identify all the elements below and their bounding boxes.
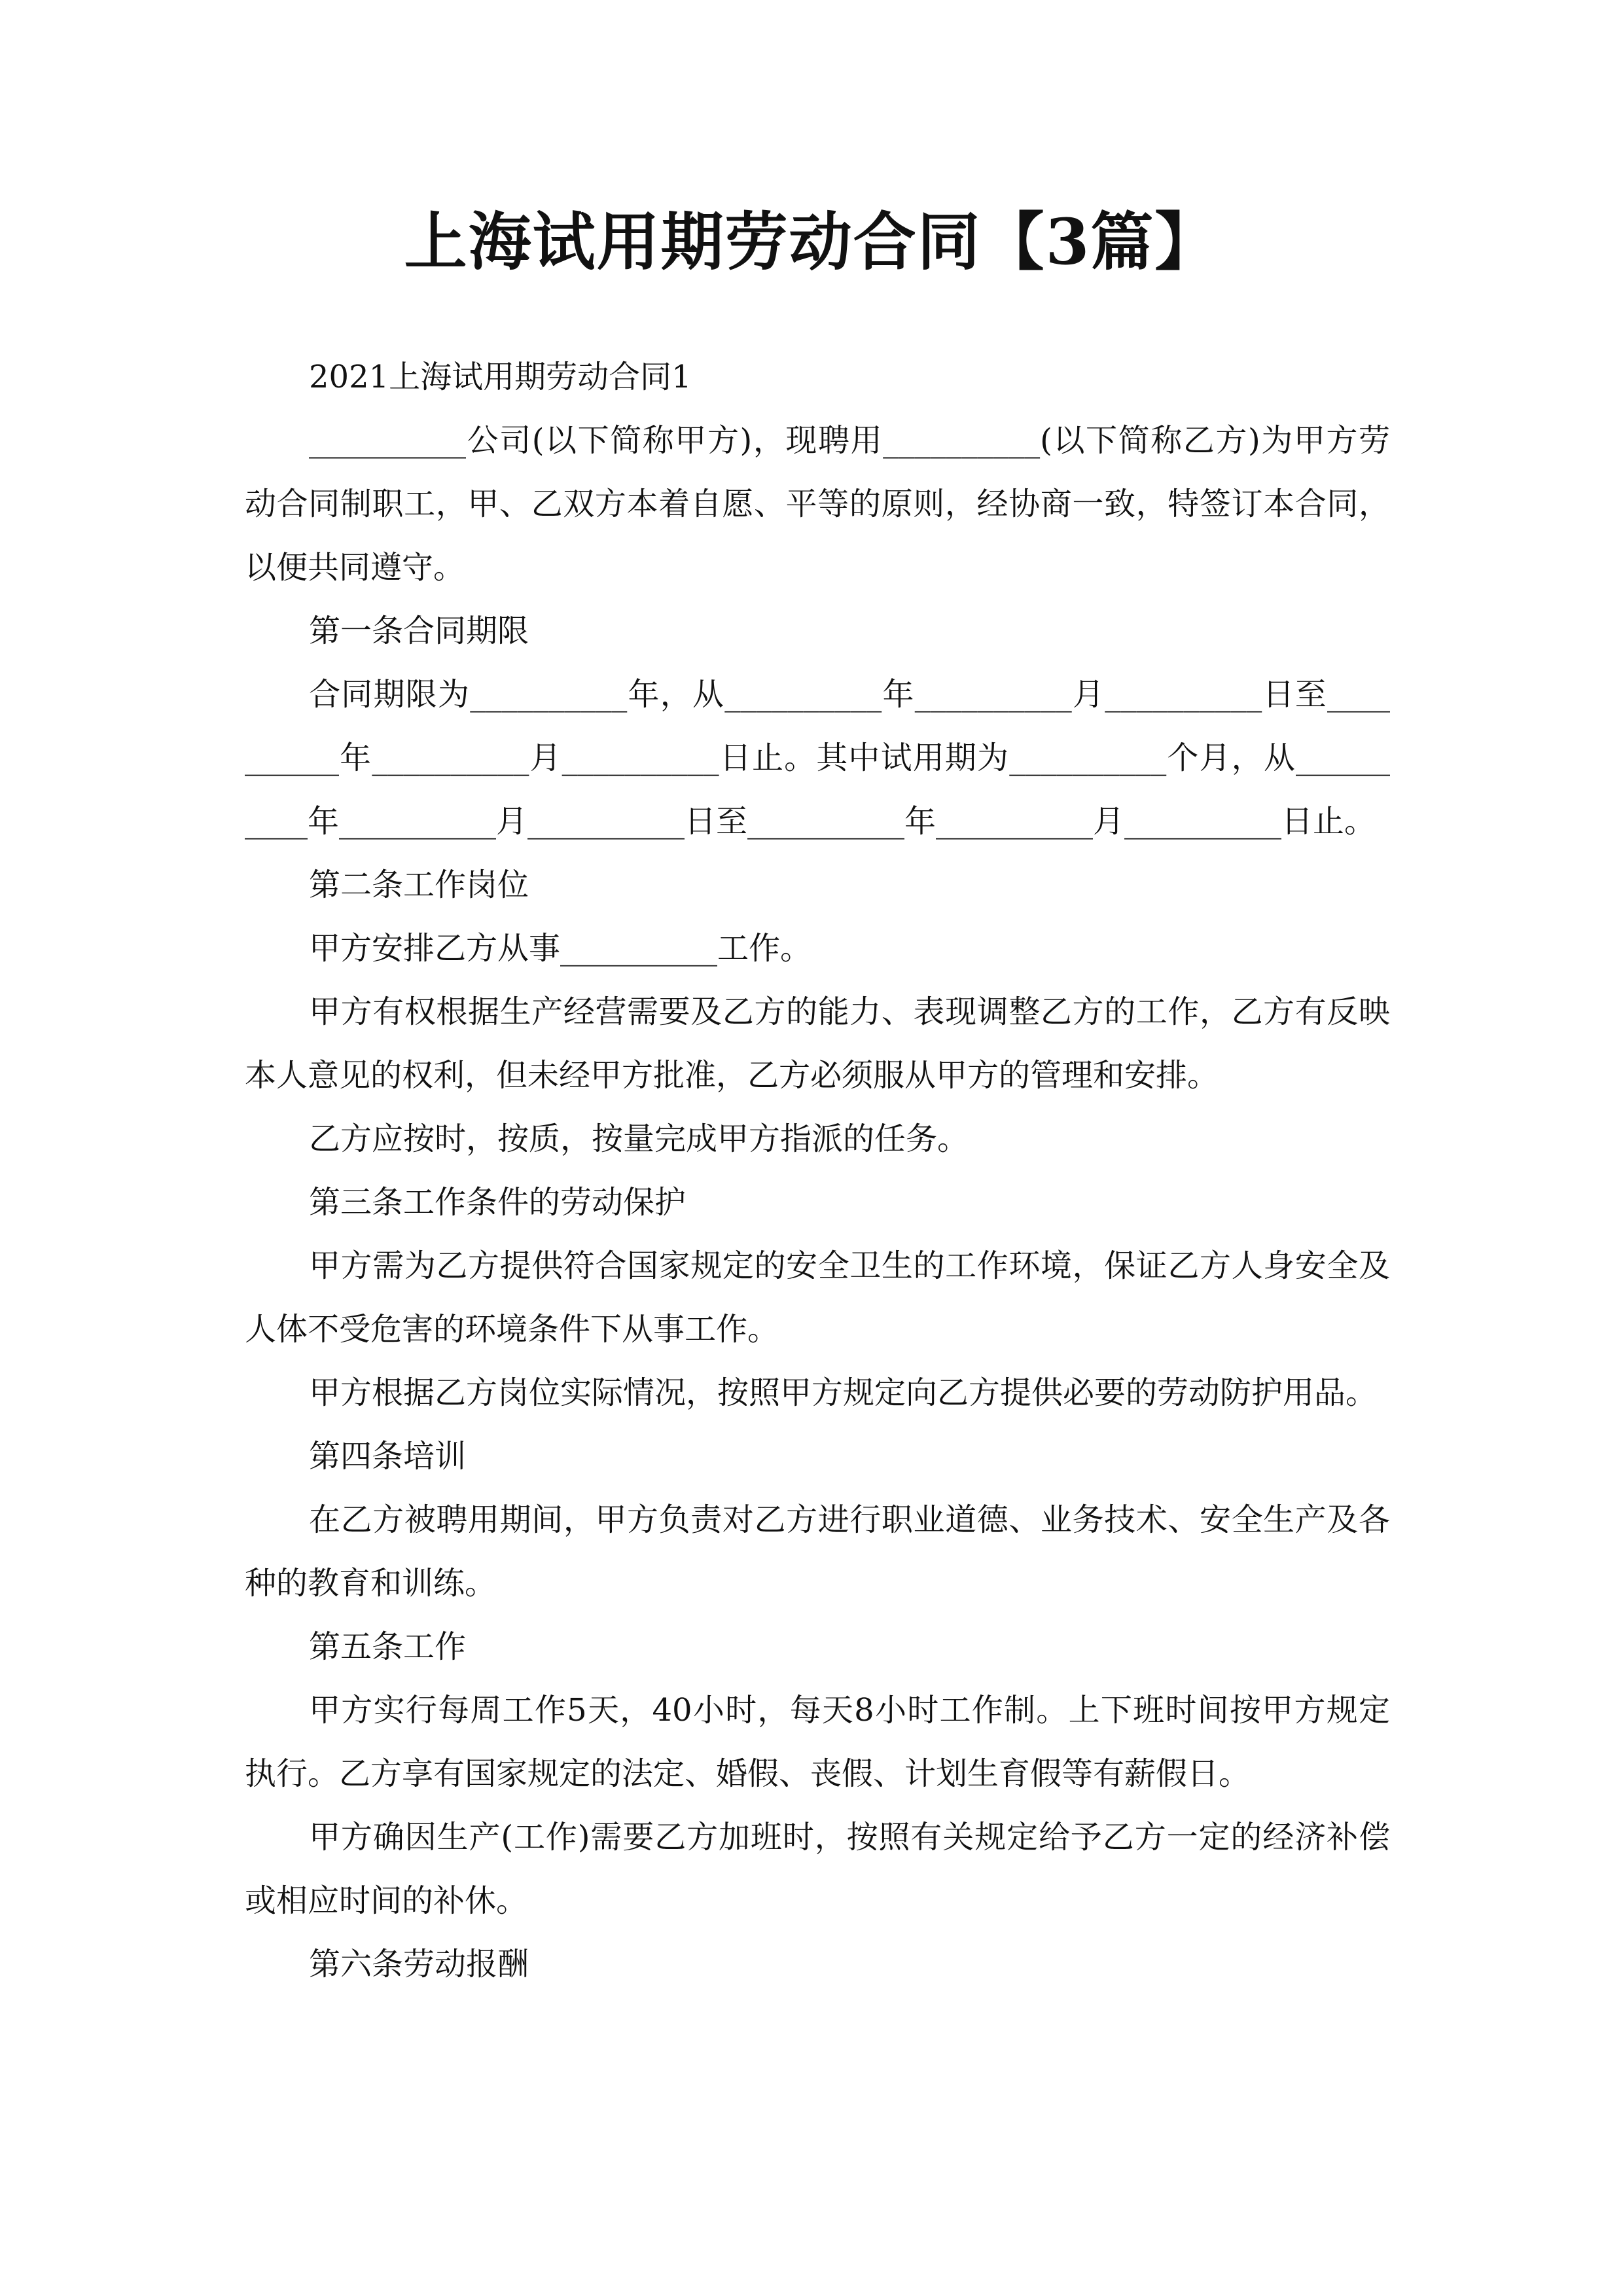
- section-heading: 第六条劳动报酬: [309, 1946, 529, 1982]
- document-title: 上海试用期劳动合同【3篇】: [404, 205, 1219, 279]
- paragraph: __________公司(以下简称甲方)，现聘用__________(以下简称乙方)为甲方劳动合同制职工，甲、乙双方本着自愿、平等的原则，经协商一致，特签订本合同，以便共同遵守。: [245, 422, 1390, 586]
- paragraph: 2021上海试用期劳动合同1: [309, 359, 692, 395]
- paragraph: 合同期限为__________年，从__________年__________月__________日至__________年__________月__________日止。其中试用期为__________个月，从__________年__________月__________日至__________年__________月__________日止。: [245, 676, 1390, 840]
- section-heading: 第一条合同期限: [309, 613, 529, 649]
- paragraph: 甲方实行每周工作5天，40小时，每天8小时工作制。上下班时间按甲方规定执行。乙方享有国家规定的法定、婚假、丧假、计划生育假等有薪假日。: [245, 1692, 1390, 1792]
- section-heading: 第三条工作条件的劳动保护: [309, 1184, 687, 1221]
- document-body: [245, 346, 1390, 1996]
- paragraph: 甲方确因生产(工作)需要乙方加班时，按照有关规定给予乙方一定的经济补偿或相应时间的补休。: [245, 1819, 1390, 1919]
- section-heading: 第五条工作: [309, 1628, 467, 1665]
- paragraph: 在乙方被聘用期间，甲方负责对乙方进行职业道德、业务技术、安全生产及各种的教育和训练。: [245, 1501, 1390, 1602]
- paragraph: 甲方需为乙方提供符合国家规定的安全卫生的工作环境，保证乙方人身安全及人体不受危害的环境条件下从事工作。: [245, 1247, 1390, 1348]
- section-heading: 第二条工作岗位: [309, 867, 529, 903]
- paragraph: 乙方应按时，按质，按量完成甲方指派的任务。: [309, 1121, 969, 1157]
- paragraph: 甲方根据乙方岗位实际情况，按照甲方规定向乙方提供必要的劳动防护用品。: [309, 1374, 1378, 1411]
- paragraph: 甲方安排乙方从事__________工作。: [309, 930, 812, 967]
- paragraph: 甲方有权根据生产经营需要及乙方的能力、表现调整乙方的工作，乙方有反映本人意见的权利，但未经甲方批准，乙方必须服从甲方的管理和安排。: [245, 994, 1390, 1094]
- section-heading: 第四条培训: [309, 1438, 467, 1475]
